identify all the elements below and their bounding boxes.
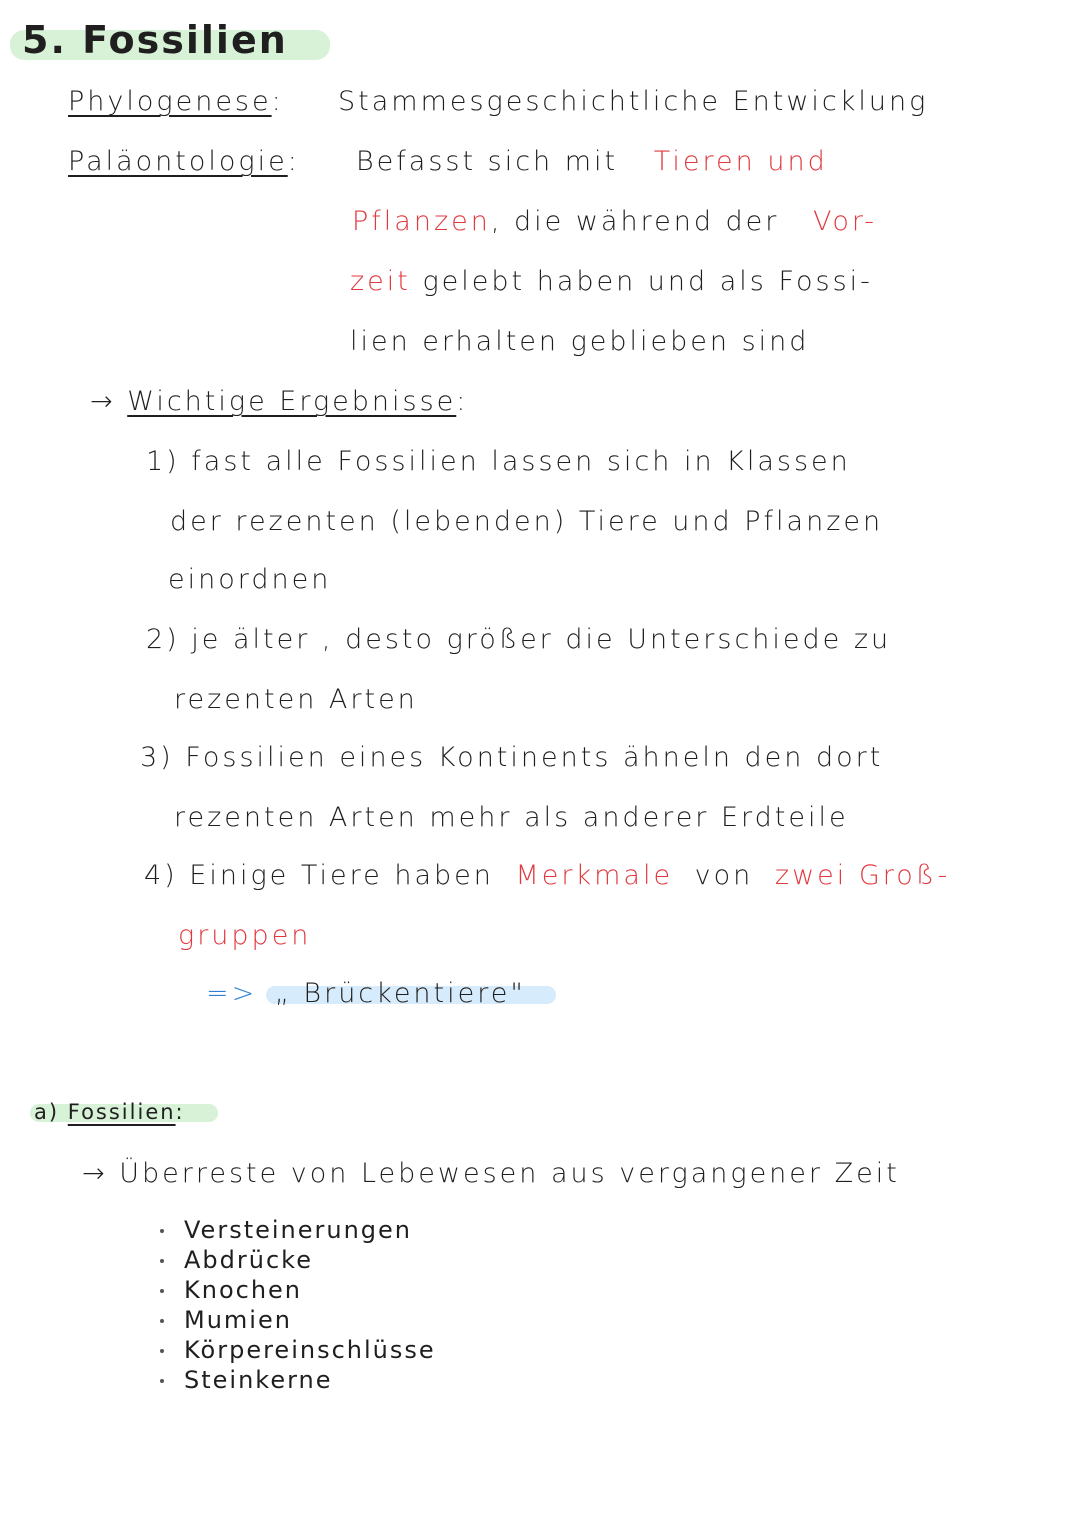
results-heading-row	[90, 386, 468, 417]
phylogenese-definition: Stammesgeschichtliche Entwicklung	[338, 86, 929, 117]
section-a-label: Fossilien	[67, 1100, 176, 1124]
section-a-prefix: a)	[34, 1100, 60, 1124]
result-1-line-2: der rezenten (lebenden) Tiere und Pflanzen	[170, 506, 884, 537]
arrow-right-icon: →	[82, 1158, 108, 1189]
palaeo-line3-red: zeit	[350, 266, 411, 297]
bullet-icon	[160, 1229, 164, 1233]
bullet-icon	[160, 1349, 164, 1353]
result-4-text: 4) Einige Tiere haben	[144, 860, 494, 891]
palaeontologie-row	[68, 146, 300, 177]
result-4-line-2: gruppen	[178, 920, 312, 951]
double-arrow-icon: =>	[206, 978, 258, 1009]
result-4-von: von	[694, 860, 754, 891]
result-3-line-1: 3) Fossilien eines Kontinents ähneln den dort	[140, 742, 884, 773]
result-2-line-1: 2) je älter , desto größer die Unterschiede zu	[146, 624, 892, 655]
phylogenese-term: Phylogenese	[68, 86, 272, 117]
palaeontologie-line-1	[356, 146, 828, 177]
result-4-merkmale: Merkmale	[515, 860, 674, 891]
bullet-icon	[160, 1379, 164, 1383]
result-2-line-2: rezenten Arten	[174, 684, 418, 715]
list-item: Knochen	[184, 1276, 303, 1304]
list-item: Steinkerne	[184, 1366, 333, 1394]
result-1-line-1: 1) fast alle Fossilien lassen sich in Klassen	[146, 446, 851, 477]
result-4-grossgruppen: zwei Groß-	[774, 860, 951, 891]
result-1-line-3: einordnen	[168, 564, 332, 595]
bullet-icon	[160, 1259, 164, 1263]
palaeo-line2-text: , die während der	[490, 206, 780, 237]
palaeontologie-colon: :	[287, 146, 300, 177]
bridge-term: „ Brückentiere"	[274, 978, 526, 1009]
palaeo-line2-red: Pflanzen	[352, 206, 491, 237]
fossil-definition-row	[82, 1158, 900, 1189]
palaeo-line1-text: Befasst sich mit	[356, 146, 619, 177]
section-a-colon: :	[175, 1100, 185, 1124]
results-heading-colon: :	[456, 386, 469, 417]
palaeontologie-line-2	[352, 206, 877, 237]
bullet-icon	[160, 1319, 164, 1323]
result-3-line-2: rezenten Arten mehr als anderer Erdteile	[174, 802, 849, 833]
fossil-definition: Überreste von Lebewesen aus vergangener Zeit	[119, 1158, 900, 1189]
page-title: 5. Fossilien	[22, 18, 288, 62]
list-item: Mumien	[184, 1306, 292, 1334]
phylogenese-row	[68, 86, 284, 117]
bridge-row	[206, 978, 526, 1009]
list-item: Versteinerungen	[184, 1216, 413, 1244]
bullet-icon	[160, 1289, 164, 1293]
section-a-label-row	[34, 1100, 185, 1124]
phylogenese-colon: :	[271, 86, 284, 117]
palaeo-line3-text: gelebt haben und als Fossi-	[422, 266, 873, 297]
palaeontologie-line-3	[350, 266, 873, 297]
arrow-right-icon: →	[90, 386, 116, 417]
palaeontologie-line-4: lien erhalten geblieben sind	[350, 326, 810, 357]
palaeo-line1-red: Tieren und	[653, 146, 828, 177]
palaeo-line2-red-end: Vor-	[812, 206, 877, 237]
palaeontologie-term: Paläontologie	[68, 146, 288, 177]
result-4-line-1	[144, 860, 950, 891]
list-item: Abdrücke	[184, 1246, 313, 1274]
list-item: Körpereinschlüsse	[184, 1336, 436, 1364]
results-heading: Wichtige Ergebnisse	[127, 386, 457, 417]
